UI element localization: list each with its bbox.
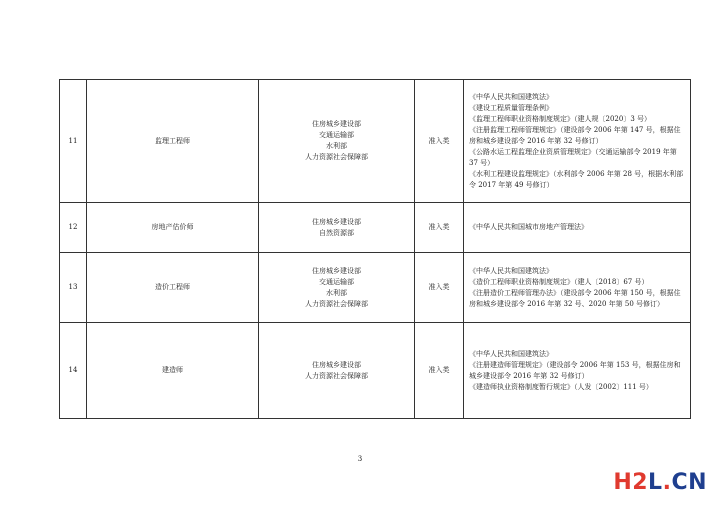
site-watermark-logo: [613, 470, 707, 495]
qualification-name: 建造师: [87, 323, 259, 419]
table-row: [60, 253, 691, 323]
page-number: 3: [357, 455, 363, 463]
qualification-name: 房地产估价师: [87, 203, 259, 253]
department: 住房城乡建设部: [312, 217, 361, 226]
legal-basis: 《监理工程师职业资格制度规定》（建人规〔2020〕3 号）: [469, 114, 651, 123]
legal-basis-cell: [464, 253, 691, 323]
qualification-type: 准入类: [415, 253, 464, 323]
legal-basis-cell: [464, 80, 691, 203]
legal-basis: 《公路水运工程监理企业资质管理规定》（交通运输部令 2019 年第 37 号）: [469, 147, 677, 167]
department: 人力资源社会保障部: [305, 299, 368, 308]
legal-basis-cell: [464, 203, 691, 253]
department-cell: [259, 80, 415, 203]
legal-basis: 《注册建造师管理规定》（建设部令 2006 年第 153 号，根据住房和城乡建设部令 2016 年第 32 号修订）: [469, 360, 681, 380]
legal-basis-cell: [464, 323, 691, 419]
department: 住房城乡建设部: [312, 266, 361, 275]
table-row: [60, 80, 691, 203]
row-number: 14: [60, 323, 87, 419]
legal-basis: 《注册造价工程师管理办法》（建设部令 2006 年第 150 号，根据住房和城乡建设部令 2016 年第 32 号、2020 年第 50 号修订）: [469, 288, 681, 308]
legal-basis: 《中华人民共和国城市房地产管理法》: [469, 223, 588, 231]
legal-basis: 《造价工程师职业资格制度规定》（建人〔2018〕67 号）: [469, 277, 649, 286]
department: 水利部: [326, 288, 347, 297]
department: 人力资源社会保障部: [305, 371, 368, 380]
watermark-dot: .: [662, 470, 672, 495]
legal-basis: 《建设工程质量管理条例》: [469, 103, 553, 112]
department: 人力资源社会保障部: [305, 153, 368, 161]
department-cell: [259, 323, 415, 419]
legal-basis: 《注册监理工程师管理规定》（建设部令 2006 年第 147 号，根据住房和城乡建设部令 2016 年第 32 号修订）: [469, 125, 681, 145]
watermark-domain: CN: [671, 470, 707, 495]
watermark-letter: L: [648, 470, 663, 495]
qualification-type: 准入类: [415, 323, 464, 419]
department: 自然资源部: [319, 228, 354, 237]
watermark-letter: 2: [632, 470, 649, 495]
qualification-type: 准入类: [415, 80, 464, 203]
legal-basis: 《中华人民共和国建筑法》: [469, 349, 553, 358]
department: 住房城乡建设部: [312, 120, 361, 128]
qualification-type: 准入类: [415, 203, 464, 253]
department: 交通运输部: [319, 277, 354, 286]
row-number: 13: [60, 253, 87, 323]
row-number: 11: [60, 80, 87, 203]
row-number: 12: [60, 203, 87, 253]
legal-basis: 《中华人民共和国建筑法》: [469, 266, 553, 275]
watermark-letter: H: [613, 470, 633, 495]
department-cell: [259, 203, 415, 253]
qualification-table: [59, 79, 691, 419]
table-row: [60, 323, 691, 419]
department: 住房城乡建设部: [312, 360, 361, 369]
qualification-name: 监理工程师: [87, 80, 259, 203]
legal-basis: 《中华人民共和国建筑法》: [469, 92, 553, 101]
qualification-name: 造价工程师: [87, 253, 259, 323]
department: 交通运输部: [319, 131, 354, 139]
department: 水利部: [326, 142, 347, 150]
department-cell: [259, 253, 415, 323]
table-row: [60, 203, 691, 253]
legal-basis: 《水利工程建设监理规定》（水利部令 2006 年第 28 号，根据水利部令 2017 年第 49 号修订）: [469, 169, 684, 189]
legal-basis: 《建造师执业资格制度暂行规定》（人发〔2002〕111 号）: [469, 382, 653, 391]
